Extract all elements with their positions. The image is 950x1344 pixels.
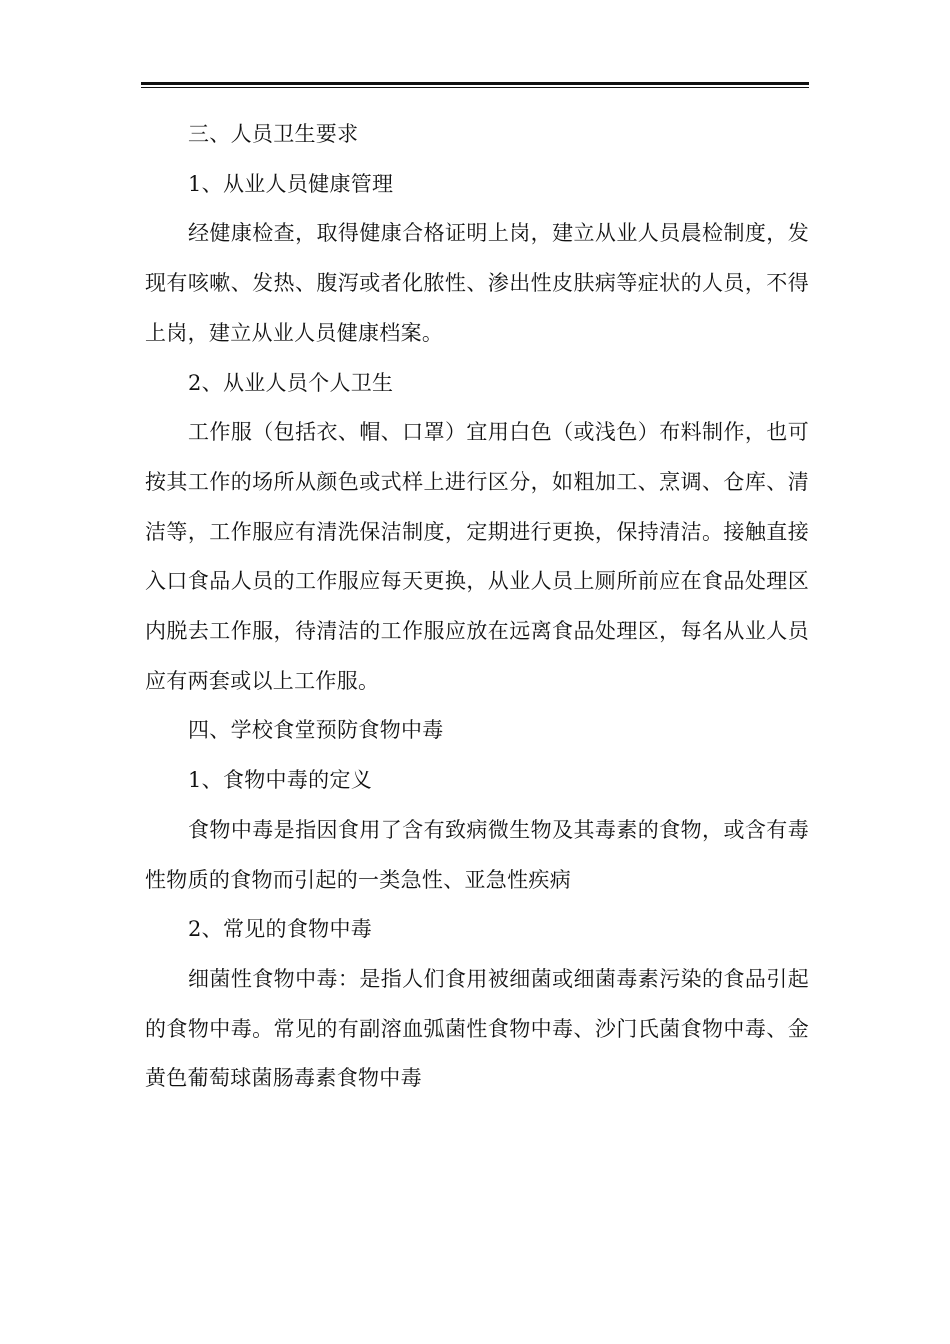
paragraph-food-poisoning-definition: 食物中毒是指因食用了含有致病微生物及其毒素的食物，或含有毒性物质的食物而引起的一类急性、亚急性疾病 <box>145 817 809 892</box>
section-heading-food-poisoning-prevention: 四、学校食堂预防食物中毒 <box>188 718 444 743</box>
paragraph-health-check: 经健康检查，取得健康合格证明上岗，建立从业人员晨检制度，发现有咳嗽、发热、腹泻或者化脓性、渗出性皮肤病等症状的人员，不得上岗，建立从业人员健康档案。 <box>145 221 809 345</box>
subheading-common-food-poisoning: 2、常见的食物中毒 <box>188 917 373 942</box>
paragraph-bacterial-food-poisoning: 细菌性食物中毒：是指人们食用被细菌或细菌毒素污染的食品引起的食物中毒。常见的有副溶血弧菌性食物中毒、沙门氏菌食物中毒、金黄色葡萄球菌肠毒素食物中毒 <box>145 966 809 1091</box>
header-rule-thick-line <box>141 82 809 85</box>
document-body <box>145 110 809 1104</box>
subheading-food-poisoning-definition: 1、食物中毒的定义 <box>188 768 373 793</box>
header-rule-thin-line <box>141 87 809 88</box>
header-double-rule <box>141 82 809 89</box>
subheading-health-management: 1、从业人员健康管理 <box>188 171 394 196</box>
paragraph-work-clothes: 工作服（包括衣、帽、口罩）宜用白色（或浅色）布料制作，也可按其工作的场所从颜色或式样上进行区分，如粗加工、烹调、仓库、清洁等，工作服应有清洗保洁制度，定期进行更换，保持清洁。接触直接入口食品人员的工作服应每天更换，从业人员上厕所前应在食品处理区内脱去工作服，待清洁的工作服应放在远离食品处理区，每名从业人员应有两套或以上工作服。 <box>145 420 809 693</box>
subheading-personal-hygiene: 2、从业人员个人卫生 <box>188 370 394 395</box>
section-heading-personnel-hygiene: 三、人员卫生要求 <box>188 122 359 146</box>
